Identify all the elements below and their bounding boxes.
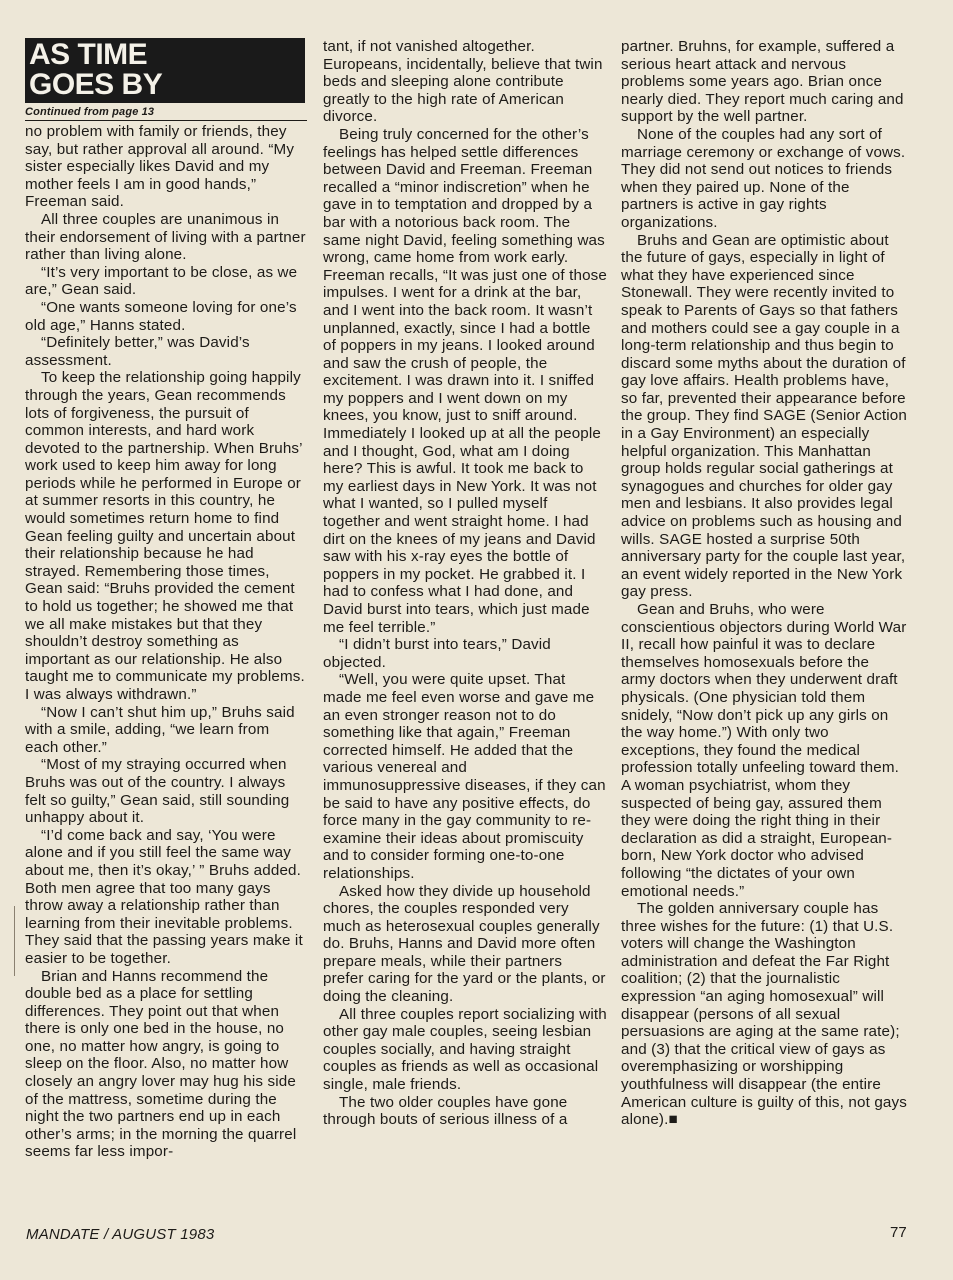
paragraph: no problem with family or friends, they say, but rather approval all around. “My sister especially likes David and my mother feels I am in good hands,” Freeman said. (25, 123, 295, 211)
paragraph: The golden anniversary couple has three wishes for the future: (1) that U.S. voters will change the Washington administration and defeat the Far Right coalition; (2) that the journalistic expression “an aging homosexual” will disappear (persons of all sexual persuasions are aging at the same rate); and (3) that the critical view of gays as overemphasizing or worshipping youthfulness will disappear (the entire American culture is guilty of this, not gays alone).■ (621, 900, 908, 1129)
paragraph: “Well, you were quite upset. That made me feel even worse and gave me an even stronger reason not to do something like that again,” Freeman corrected himself. He added that the various venereal and immunosuppressive diseases, if they can be said to have any positive effects, do force many in the gay community to re-examine their ideas about promiscuity and to consider forming one-to-one relationships. (323, 671, 606, 882)
paragraph: “One wants someone loving for one’s old age,” Hanns stated. (25, 298, 297, 334)
paragraph: tant, if not vanished altogether. Europeans, incidentally, believe that twin beds and sleeping alone contribute greatly to the high rate of American divorce. (323, 38, 603, 126)
paragraph: partner. Bruhns, for example, suffered a serious heart attack and nervous problems some years ago. Brian once nearly died. They report much caring and support by the well partner. (621, 38, 904, 126)
paragraph: All three couples report socializing with other gay male couples, seeing lesbian couples socially, and having straight couples as friends as well as occasional single, male friends. (323, 1005, 607, 1094)
paragraph: “It’s very important to be close, as we are,” Gean said. (25, 263, 298, 299)
paragraph: All three couples are unanimous in their endorsement of living with a partner rather than living alone. (25, 210, 306, 264)
paragraph: None of the couples had any sort of marriage ceremony or exchange of vows. They did not send out notices to friends when they paired up. None of the partners is active in gay rights organizations. (621, 125, 906, 231)
paragraph: Bruhs and Gean are optimistic about the future of gays, especially in light of what they have experienced since Stonewall. They were recently invited to speak to Parents of Gays so that fathers and mothers could see a gay couple in a long-term relationship and thus begin to discard some myths about the duration of gay love affairs. Health problems have, so far, prevented their appearance before the group. They find SAGE (Senior Action in a Gay Environment) an especially helpful organization. This Manhattan group holds regular social gatherings at synagogues and churches for older gay men and lesbians. It also provides legal advice on problems such as housing and wills. SAGE hosted a surprise 50th anniversary party for the couple last year, an event widely reported in the New York gay press. (621, 231, 908, 601)
article-column-1 (25, 38, 307, 1161)
paragraph: To keep the relationship going happily through the years, Gean recommends lots of forgiveness, the pursuit of common interests, and hard work devoted to the partnership. When Bruhs’ work used to keep him away for long periods while he performed in Europe or at summer resorts in this country, he would sometimes return home to find Gean feeling guilty and uncertain about their relationship because he had strayed. Remembering those times, Gean said: “Bruhs provided the cement to hold us together; he showed me that we all make mistakes but that they shouldn’t destroy something as important as our relationship. He also taught me to communicate my problems. I was always withdrawn.” (25, 369, 305, 703)
paragraph: Gean and Bruhs, who were conscientious objectors during World War II, recall how painful it was to declare themselves homosexuals before the army doctors when they underwent draft physicals. (One physician told them snidely, “Now don’t pick up any girls on the way home.”) With only two exceptions, they found the medical profession totally unfeeling toward them. A woman psychiatrist, whom they suspected of being gay, assured them they were doing the right thing in their declaration as did a straight, European-born, New York doctor who advised following “the dictates of your own emotional needs.” (621, 601, 907, 900)
paragraph: “I’d come back and say, ‘You were alone and if you still feel the same way about me, then it’s okay,’ ” Bruhs added. Both men agree that too many gays throw away a relationship rather than learning from their inevitable problems. They said that the passing years make it easier to be together. (25, 826, 303, 967)
paragraph: “Now I can’t shut him up,” Bruhs said with a smile, adding, “we learn from each other.” (25, 703, 295, 756)
masthead-line-1: AS TIME (29, 38, 148, 71)
pencil-margin-mark (14, 906, 17, 976)
paragraph: The two older couples have gone through bouts of serious illness of a (323, 1093, 568, 1129)
section-masthead (25, 38, 305, 103)
article-column-2 (323, 38, 607, 1129)
paragraph: Being truly concerned for the other’s feelings has helped settle differences between David and Freeman. Freeman recalled a “minor indiscretion” when he gave in to temptation and dropped by a bar with a notorious back room. The same night David, feeling something was wrong, came home from work early. Freeman recalls, “It was just one of those impulses. I went for a drink at the bar, and I went into the back room. It wasn’t unplanned, exactly, since I had a bottle of poppers in my jeans. I looked around and saw the crush of people, the excitement. I was drawn into it. I sniffed my poppers and I went down on my knees, you know, just to sniff around. Immediately I looked up at all the people and I thought, God, what am I doing here? This is awful. It took me back to my earliest days in New York. It was not what I wanted, so I pulled myself together and went straight home. I had dirt on the knees of my jeans and David saw with his x-ray eyes the bottle of poppers in my pocket. He grabbed it. I had to confess what I had done, and David burst into tears, which just made me feel terrible.” (323, 125, 608, 636)
paragraph: “I didn’t burst into tears,” David objected. (323, 636, 551, 671)
article-column-3 (621, 38, 907, 1129)
page-number: 77 (890, 1224, 907, 1241)
masthead-line-2: GOES BY (29, 68, 163, 101)
publication-footer: MANDATE / AUGUST 1983 (26, 1226, 215, 1243)
paragraph: “Most of my straying occurred when Bruhs was out of the country. I always felt so guilty,” Gean said, still sounding unhappy about it. (25, 756, 290, 827)
paragraph: “Definitely better,” was David’s assessment. (25, 334, 250, 369)
paragraph: Asked how they divide up household chores, the couples responded very much as heterosexual couples generally do. Bruhs, Hanns and David more often prepare meals, while their partners prefer caring for the yard or the plants, or doing the cleaning. (323, 882, 606, 1006)
continued-from-note: Continued from page 13 (25, 106, 307, 121)
paragraph: Brian and Hanns recommend the double bed as a place for settling differences. They point out that when there is only one bed in the house, no one, no matter how angry, is going to sleep on the floor. Also, no matter how closely an angry lover may hug his side of the mattress, sometime during the night the two partners end up in each other’s arms; in the morning the quarrel seems far less impor- (25, 967, 297, 1161)
